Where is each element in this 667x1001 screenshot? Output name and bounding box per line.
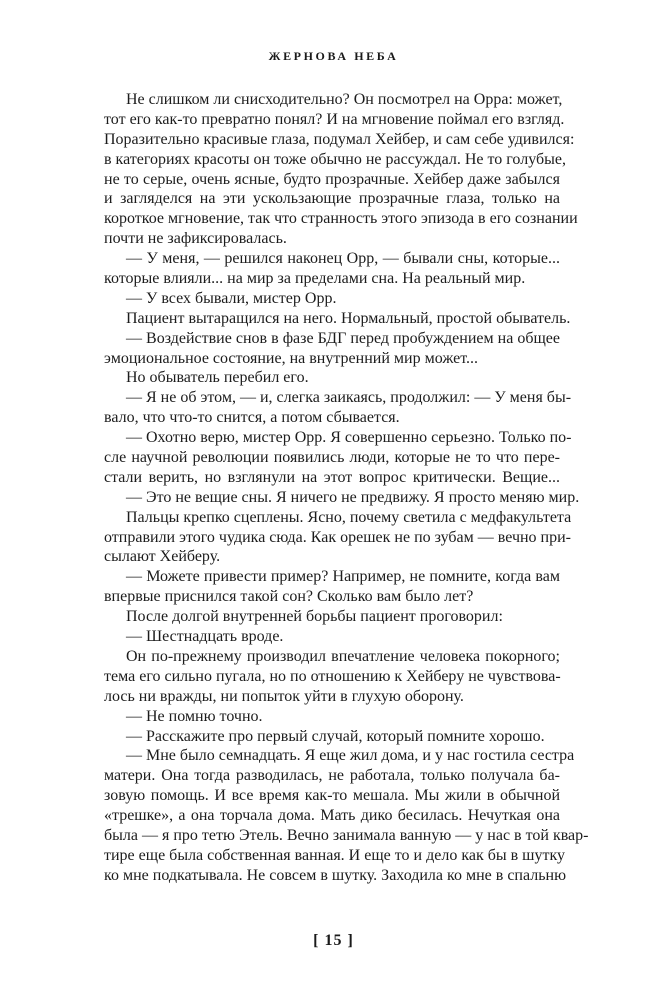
text-line: матери. Она тогда разводилась, не работала, только получала ба- <box>104 767 560 785</box>
text-line: лось ни вражды, ни попыток уйти в глухую оборону. <box>104 687 464 705</box>
text-line: отправили этого чудика сюда. Как орешек не по зубам — вечно при- <box>104 528 572 546</box>
text-line: — Я не об этом, — и, слегка заикаясь, продолжил: — У меня бы- <box>126 389 572 407</box>
text-line: тот его как-то превратно понял? И на мгновение поймал его взгляд. <box>104 110 565 128</box>
text-line: — У меня, — решился наконец Орр, — бывали сны, которые... <box>126 250 560 268</box>
text-line: стали верить, но взглянули на этот вопрос критически. Вещие... <box>104 468 560 486</box>
text-line: — Охотно верю, мистер Орр. Я совершенно серьезно. Только по- <box>126 429 572 447</box>
text-line: — Можете привести пример? Например, не помните, когда вам <box>126 568 560 586</box>
text-line: вало, что что-то снится, а потом сбывается. <box>104 409 400 427</box>
text-line: Поразительно красивые глаза, подумал Хейбер, и сам себе удивился: <box>104 130 575 148</box>
text-line: — Не помню точно. <box>126 707 263 725</box>
text-line: зовую помощь. И все время как-то мешала. Мы жили в обычной <box>104 787 560 805</box>
text-line: — Мне было семнадцать. Я еще жил дома, и у нас гостила сестра <box>126 747 575 765</box>
text-line: сле научной революции появились люди, которые не то что пере- <box>104 449 560 467</box>
body-text <box>104 90 589 886</box>
text-line: — Шестнадцать вроде. <box>126 628 284 646</box>
text-line: Но обыватель перебил его. <box>126 369 309 387</box>
text-line: сылают Хейберу. <box>104 548 221 566</box>
text-line: которые влияли... на мир за пределами сна. На реальный мир. <box>104 270 526 288</box>
text-line: не то серые, очень ясные, будто прозрачные. Хейбер даже забылся <box>104 170 560 188</box>
text-line: тире еще была собственная ванная. И еще то и дело как бы в шутку <box>104 846 566 864</box>
text-line: была — я про тетю Этель. Вечно занимала ванную — у нас в той квар- <box>104 826 589 844</box>
text-line: тема его сильно пугала, но по отношению к Хейберу не чувствова- <box>104 667 561 685</box>
page-number: [ 15 ] <box>313 932 354 949</box>
text-line: После долгой внутренней борьбы пациент проговорил: <box>126 608 503 626</box>
text-line: Он по-прежнему производил впечатление человека покорного; <box>126 647 560 665</box>
text-line: Не слишком ли снисходительно? Он посмотрел на Орра: может, <box>126 91 563 108</box>
text-line: — Воздействие снов в фазе БДГ перед пробуждением на общее <box>126 329 560 347</box>
text-line: почти не зафиксировалась. <box>104 230 287 248</box>
text-line: «трешке», а она торчала дома. Мать дико бесилась. Нечуткая она <box>104 807 560 825</box>
text-line: эмоциональное состояние, на внутренний мир может... <box>104 349 479 367</box>
text-line: впервые приснился такой сон? Сколько вам было лет? <box>104 588 474 606</box>
text-line: — Расскажите про первый случай, который помните хорошо. <box>126 727 545 745</box>
text-line: и загляделся на эти ускользающие прозрачные глаза, только на <box>104 190 560 208</box>
text-line: — Это не вещие сны. Я ничего не предвижу. Я просто меняю мир. <box>126 488 580 506</box>
text-line: ко мне подкатывала. Не совсем в шутку. Заходила ко мне в спальню <box>104 866 567 884</box>
running-title: ЖЕРНОВА НЕБА <box>268 49 399 63</box>
text-line: Пациент вытаращился на него. Нормальный, простой обыватель. <box>126 309 571 327</box>
text-line: короткое мгновение, так что странность этого эпизода в его сознании <box>104 210 578 228</box>
text-line: в категориях красоты он тоже обычно не рассуждал. Не то голубые, <box>104 150 566 168</box>
text-line: — У всех бывали, мистер Орр. <box>126 289 337 307</box>
text-line: Пальцы крепко сцеплены. Ясно, почему светила с медфакультета <box>126 508 572 526</box>
